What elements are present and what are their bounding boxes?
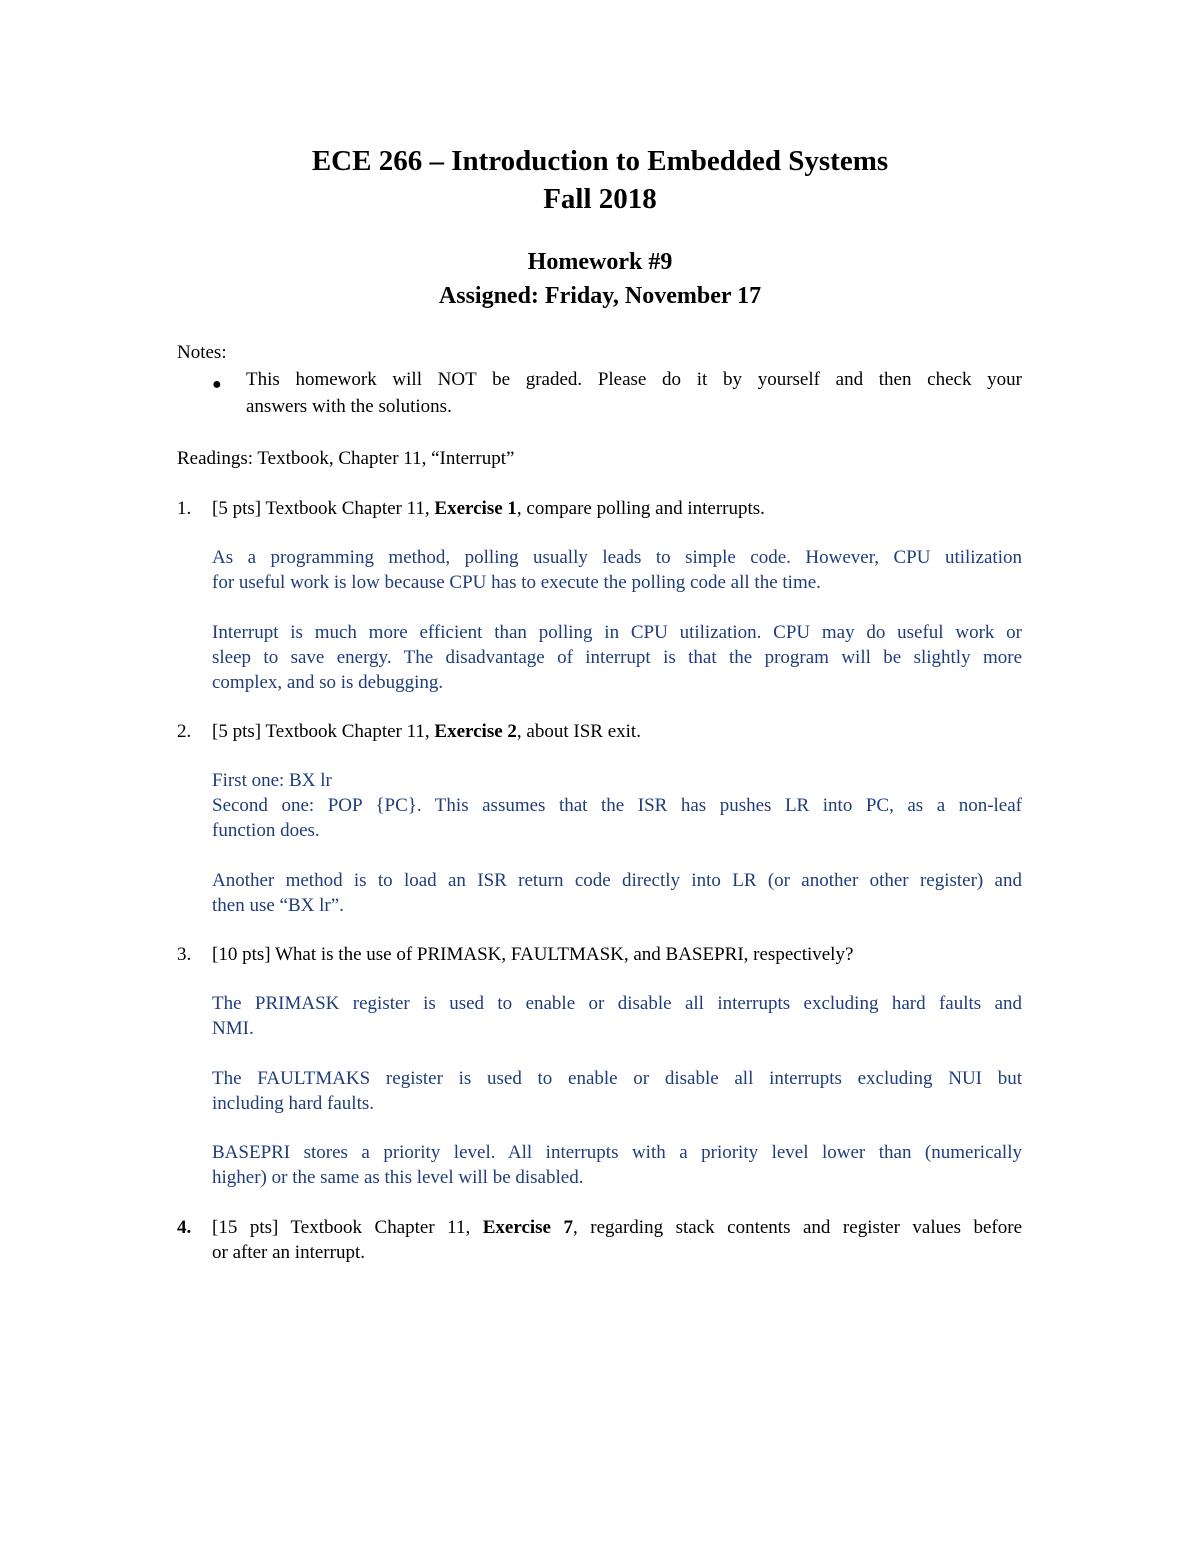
q1-answer-1-line-1: As a programming method, polling usually leads to simple code. However, CPU utilization (212, 547, 1022, 568)
question-1-text: [5 pts] Textbook Chapter 11, Exercise 1, compare polling and interrupts. (212, 498, 765, 519)
question-3-text: [10 pts] What is the use of PRIMASK, FAULTMASK, and BASEPRI, respectively? (212, 944, 854, 965)
question-4-text-line-2: or after an interrupt. (212, 1242, 365, 1263)
q1-answer-2-line-2: sleep to save energy. The disadvantage of interrupt is that the program will be slightly more (212, 647, 1022, 668)
q1-answer-1-line-2: for useful work is low because CPU has to execute the polling code all the time. (212, 572, 821, 593)
term-heading: Fall 2018 (543, 183, 657, 215)
homework-heading: Homework #9 (527, 249, 673, 275)
assigned-date: Assigned: Friday, November 17 (438, 283, 762, 309)
notes-bullet-line-1: This homework will NOT be graded. Please do it by yourself and then check your (246, 369, 1022, 390)
notes-label: Notes: (177, 342, 227, 363)
notes-bullet-line-2: answers with the solutions. (246, 396, 452, 417)
q2-answer-3-line-1: Another method is to load an ISR return code directly into LR (or another other register) and (212, 870, 1022, 891)
q1-answer-2-line-1: Interrupt is much more efficient than polling in CPU utilization. CPU may do useful work or (212, 622, 1022, 643)
q3-answer-3-line-1: BASEPRI stores a priority level. All interrupts with a priority level lower than (numerically (212, 1142, 1022, 1163)
question-3-number: 3. (177, 944, 192, 965)
readings: Readings: Textbook, Chapter 11, “Interrupt” (177, 448, 515, 469)
course-title: ECE 266 – Introduction to Embedded Systems (311, 145, 889, 177)
question-4-text-line-1: [15 pts] Textbook Chapter 11, Exercise 7, regarding stack contents and register values before (212, 1217, 1022, 1238)
bullet-icon: ● (212, 376, 222, 393)
question-2-text: [5 pts] Textbook Chapter 11, Exercise 2, about ISR exit. (212, 721, 641, 742)
q3-answer-1-line-2: NMI. (212, 1018, 254, 1039)
q3-answer-3-line-2: higher) or the same as this level will be disabled. (212, 1167, 584, 1188)
q3-answer-2-line-1: The FAULTMAKS register is used to enable or disable all interrupts excluding NUI but (212, 1068, 1022, 1089)
q3-answer-1-line-1: The PRIMASK register is used to enable or disable all interrupts excluding hard faults and (212, 993, 1022, 1014)
q2-answer-2-line-2: function does. (212, 820, 320, 841)
question-1-number: 1. (177, 498, 192, 519)
q2-answer-3-line-2: then use “BX lr”. (212, 895, 344, 916)
q3-answer-2-line-2: including hard faults. (212, 1093, 374, 1114)
q1-answer-2-line-3: complex, and so is debugging. (212, 672, 444, 693)
q2-answer-1: First one: BX lr (212, 770, 332, 791)
q2-answer-2-line-1: Second one: POP {PC}. This assumes that the ISR has pushes LR into PC, as a non-leaf (212, 795, 1022, 816)
question-2-number: 2. (177, 721, 192, 742)
question-4-number: 4. (177, 1217, 192, 1238)
